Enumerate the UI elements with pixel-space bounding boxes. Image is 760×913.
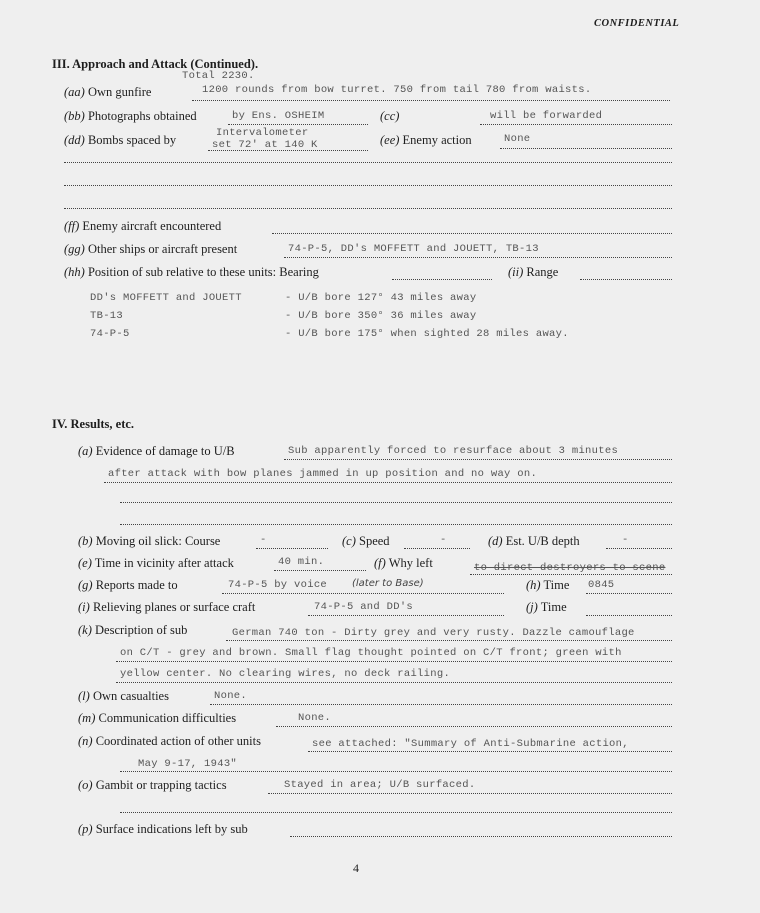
field-cc	[380, 109, 399, 124]
field-g-text: Reports made to	[95, 578, 178, 592]
field-hh-text: Position of sub relative to these units: Bearing	[87, 265, 319, 279]
field-k	[78, 623, 187, 638]
position-info: - U/B bore 350° 36 miles away	[285, 310, 477, 322]
field-ii-label: (ii)	[508, 265, 524, 279]
field-ee-label: (ee)	[380, 133, 400, 147]
field-bb-value: by Ens. OSHEIM	[232, 110, 325, 122]
field-a	[78, 444, 235, 459]
field-bb-label: (bb)	[64, 109, 85, 123]
position-info: - U/B bore 127° 43 miles away	[285, 292, 477, 304]
field-a-label: (a)	[78, 444, 93, 458]
field-b-label: (b)	[78, 534, 93, 548]
field-ff	[64, 219, 221, 234]
field-c-value: -	[440, 534, 447, 546]
field-gg-value: 74-P-5, DD's MOFFETT and JOUETT, TB-13	[288, 243, 539, 255]
field-ff-label: (ff)	[64, 219, 80, 233]
field-hh	[64, 265, 319, 280]
position-unit: TB-13	[90, 310, 124, 322]
field-ee-text: Enemy action	[402, 133, 472, 147]
field-l	[78, 689, 169, 704]
field-h-text: Time	[543, 578, 570, 592]
gunfire-total-note: Total 2230.	[182, 70, 255, 82]
field-a-value-line1: Sub apparently forced to resurface about 3 minutes	[288, 445, 619, 457]
field-o-label: (o)	[78, 778, 93, 792]
field-n-text: Coordinated action of other units	[95, 734, 261, 748]
field-a-value-line2: after attack with bow planes jammed in up position and no way on.	[108, 468, 538, 480]
field-aa-value: 1200 rounds from bow turret. 750 from tail 780 from waists.	[202, 84, 592, 96]
field-f-label: (f)	[374, 556, 386, 570]
field-dd-value-line1: Intervalometer	[216, 127, 309, 139]
field-k-value-line2: on C/T - grey and brown. Small flag thought pointed on C/T front; green with	[120, 647, 622, 659]
field-d-value: -	[622, 534, 629, 546]
position-unit: 74-P-5	[90, 328, 130, 340]
field-b	[78, 534, 220, 549]
field-o	[78, 778, 227, 793]
field-l-text: Own casualties	[92, 689, 169, 703]
position-unit: DD's MOFFETT and JOUETT	[90, 292, 242, 304]
field-ee-value: None	[504, 133, 531, 145]
field-f-value: to direct destroyers to scene	[474, 562, 666, 574]
field-dd-value-line2: set 72' at 140 K	[212, 139, 318, 151]
field-j-text: Time	[540, 600, 567, 614]
field-h-value: 0845	[588, 579, 615, 591]
field-i	[78, 600, 255, 615]
field-hh-label: (hh)	[64, 265, 85, 279]
field-n-value-line1: see attached: "Summary of Anti-Submarine action,	[312, 738, 629, 750]
field-b-value: -	[260, 534, 267, 546]
field-l-label: (l)	[78, 689, 90, 703]
field-dd-label: (dd)	[64, 133, 85, 147]
field-d-label: (d)	[488, 534, 503, 548]
field-cc-value: will be forwarded	[490, 110, 603, 122]
field-e-text: Time in vicinity after attack	[94, 556, 234, 570]
section-4-title: IV. Results, etc.	[52, 417, 135, 431]
field-gg-label: (gg)	[64, 242, 85, 256]
field-j	[526, 600, 567, 615]
page-number: 4	[353, 861, 359, 875]
confidential-marking: CONFIDENTIAL	[594, 18, 680, 29]
field-d-text: Est. U/B depth	[505, 534, 580, 548]
field-i-value: 74-P-5 and DD's	[314, 601, 414, 613]
field-dd-text: Bombs spaced by	[87, 133, 177, 147]
field-i-text: Relieving planes or surface craft	[92, 600, 256, 614]
field-m	[78, 711, 236, 726]
field-k-label: (k)	[78, 623, 92, 637]
field-bb-text: Photographs obtained	[87, 109, 197, 123]
field-h	[526, 578, 569, 593]
section-3-title: III. Approach and Attack (Continued).	[52, 57, 259, 71]
position-info: - U/B bore 175° when sighted 28 miles away.	[285, 328, 569, 340]
field-l-value: None.	[214, 690, 248, 702]
field-ff-text: Enemy aircraft encountered	[82, 219, 222, 233]
field-k-value-line3: yellow center. No clearing wires, no deck railing.	[120, 668, 451, 680]
field-g-handwritten-note: (later to Base)	[352, 578, 424, 589]
field-gg-text: Other ships or aircraft present	[87, 242, 238, 256]
field-c-text: Speed	[359, 534, 390, 548]
field-aa	[64, 85, 151, 100]
field-cc-label: (cc)	[380, 109, 400, 123]
field-p	[78, 822, 248, 837]
field-h-label: (h)	[526, 578, 541, 592]
field-p-label: (p)	[78, 822, 93, 836]
field-g-label: (g)	[78, 578, 93, 592]
field-m-label: (m)	[78, 711, 96, 725]
field-a-text: Evidence of damage to U/B	[95, 444, 235, 458]
field-ii-text: Range	[526, 265, 559, 279]
field-e-label: (e)	[78, 556, 92, 570]
field-m-text: Communication difficulties	[98, 711, 237, 725]
field-dd	[64, 133, 176, 148]
field-g-value: 74-P-5 by voice	[228, 579, 328, 591]
field-k-value-line1: German 740 ton - Dirty grey and very rusty. Dazzle camouflage	[232, 627, 635, 639]
field-c	[342, 534, 390, 549]
field-n-value-line2: May 9-17, 1943"	[138, 758, 238, 770]
field-ee	[380, 133, 472, 148]
field-m-value: None.	[298, 712, 332, 724]
field-p-text: Surface indications left by sub	[95, 822, 248, 836]
field-f	[374, 556, 433, 571]
field-i-label: (i)	[78, 600, 90, 614]
field-d	[488, 534, 580, 549]
field-b-text: Moving oil slick: Course	[95, 534, 221, 548]
field-n-label: (n)	[78, 734, 93, 748]
field-n	[78, 734, 261, 749]
field-e	[78, 556, 234, 571]
field-c-label: (c)	[342, 534, 356, 548]
field-o-value: Stayed in area; U/B surfaced.	[284, 779, 476, 791]
field-gg	[64, 242, 237, 257]
field-k-text: Description of sub	[95, 623, 188, 637]
field-g	[78, 578, 178, 593]
field-j-label: (j)	[526, 600, 538, 614]
field-f-text: Why left	[388, 556, 433, 570]
field-aa-text: Own gunfire	[87, 85, 152, 99]
field-aa-label: (aa)	[64, 85, 85, 99]
field-ii	[508, 265, 558, 280]
field-o-text: Gambit or trapping tactics	[95, 778, 227, 792]
field-e-value: 40 min.	[278, 556, 325, 568]
field-bb	[64, 109, 197, 124]
